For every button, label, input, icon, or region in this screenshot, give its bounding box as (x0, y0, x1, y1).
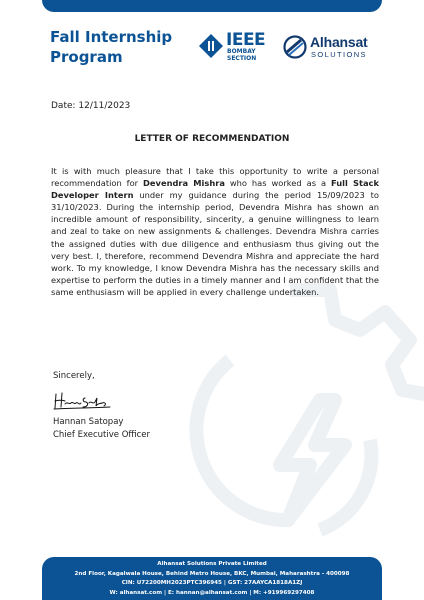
title-line-2: Program (50, 48, 123, 66)
partner-name: Alhansat (310, 34, 368, 50)
letter-closing: Sincerely, (53, 371, 95, 381)
company-footer (42, 557, 382, 600)
title-line-1: Fall Internship (50, 28, 173, 46)
internship-role: Full Stack Developer Intern (51, 178, 379, 201)
signer-title: Chief Executive Officer (53, 430, 150, 440)
ieee-logo-sub-line-1: BOMBAY (227, 48, 256, 55)
footer-address: 2nd Floor, Kagalwala House, Behind Metro House, BKC, Mumbai, Maharashtra - 400098 (74, 570, 350, 577)
partner-tagline: SOLUTIONS (311, 50, 367, 59)
ieee-logo-sub-line-2: SECTION (227, 54, 257, 62)
alhansat-swirl-icon (283, 35, 307, 59)
footer-company-name: Alhansat Solutions Private Limited (157, 561, 267, 567)
body-text-part-3: under my guidance during the period 15/09/2023 to 31/10/2023. During the internship period, Devendra Mishra has shown an incredible amount of responsibility, sincerity, a genuine willingness to learn and zeal to take on new assignments & challenges. Devendra Mishra carries the assigned duties with due diligence and enthusiasm thus giving out the very best. I, therefore, recommend Devendra Mishra and appreciate the hard work. To my knowledge, I know Devendra Mishra has the necessary skills and expertise to perform the duties in a timely manner and I am confident that the same enthusiasm will be applied in every challenge undertaken. (51, 190, 379, 297)
body-text-part-2: who has worked as a (224, 178, 331, 189)
ieee-logo-text: IEEE (226, 30, 266, 50)
body-text-part-1: It is with much pleasure that I take this opportunity to write a personal recommendation for (51, 166, 379, 189)
alhansat-logo (283, 33, 383, 63)
letter-date: Date: 12/11/2023 (51, 101, 131, 111)
ieee-diamond-icon (198, 33, 224, 59)
top-accent-bar (42, 0, 382, 12)
ieee-logo-subtitle (227, 49, 256, 62)
letter-heading: LETTER OF RECOMMENDATION (134, 134, 290, 144)
letter-body (51, 165, 379, 298)
ieee-bombay-logo (198, 30, 272, 63)
footer-registration: CIN: U72200MH2023PTC396945 | GST: 27AAYCA1818A1ZJ (121, 580, 303, 587)
signer-name: Hannan Satopay (53, 417, 124, 427)
candidate-name: Devendra Mishra (143, 178, 225, 189)
footer-contact: W: alhansat.com | E: hannan@alhansat.com | M: +919969297408 (109, 589, 315, 596)
program-title (50, 27, 172, 67)
handwritten-signature (52, 390, 112, 412)
